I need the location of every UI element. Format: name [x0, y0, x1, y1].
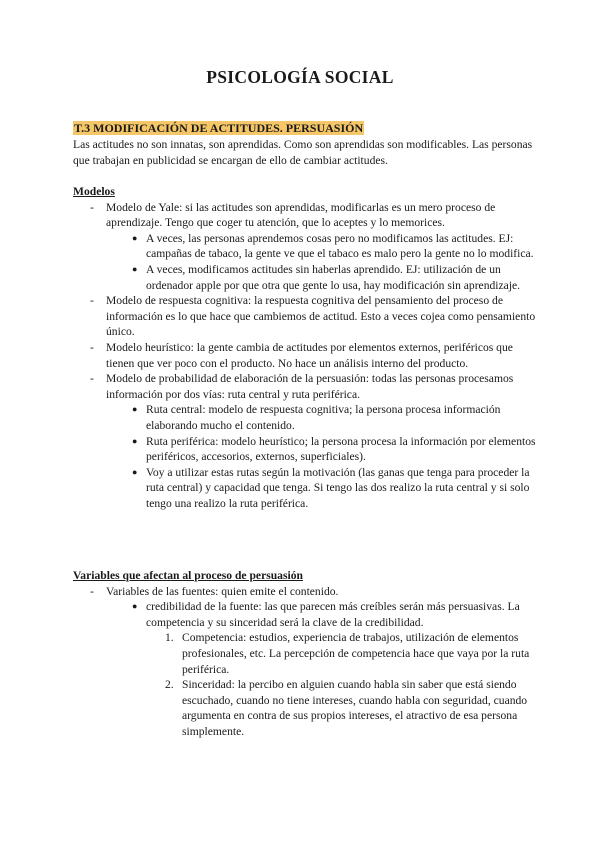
list-item: [73, 584, 536, 600]
list-item: [73, 402, 536, 433]
page-title: PSICOLOGÍA SOCIAL: [206, 67, 394, 87]
list-item: [73, 465, 536, 512]
section-heading-highlight: T.3 MODIFICACIÓN DE ACTITUDES. PERSUASIÓN: [74, 121, 364, 135]
list-item: [73, 677, 536, 739]
bullet-icon: ●: [132, 601, 138, 612]
elaboration-model-text: Modelo de probabilidad de elaboración de la persuasión: todas las personas procesamos información por dos vías: ruta central y ruta periférica.: [106, 372, 514, 401]
list-item: [73, 371, 536, 402]
heuristic-model-text: Modelo heurístico: la gente cambia de actitudes por elementos externos, periféricos que tienen que ver poco con el producto. No hace un análisis interno del producto.: [106, 340, 513, 370]
competence-text: Competencia: estudios, experiencia de trabajos, utilización de elementos profesionales, etc. La percepción de competencia hace que vaya por la ruta periférica.: [182, 631, 530, 676]
list-item: [73, 262, 536, 293]
bullet-icon: ●: [132, 404, 138, 415]
list-item: [73, 200, 536, 231]
intro-paragraph: Las actitudes no son innatas, son aprendidas. Como son aprendidas son modificables. Las personas que trabajan en publicidad se encargan de ello de cambiar actitudes.: [73, 138, 533, 167]
list-item: [73, 434, 536, 465]
list-item: [73, 340, 536, 371]
route-bullet-text: Ruta central: modelo de respuesta cognitiva; la persona procesa información elaborando mucho el contenido.: [146, 403, 501, 432]
modelos-heading: Modelos: [73, 185, 115, 198]
list-item: [73, 293, 536, 340]
modelos-section: [73, 184, 536, 511]
sources-text: Variables de las fuentes: quien emite el contenido.: [106, 584, 339, 598]
yale-bullet-text: A veces, las personas aprendemos cosas pero no modificamos las actitudes. EJ: campañas de tabaco, la gente ve que el tabaco es malo pero la gente no lo modifica.: [146, 231, 534, 261]
route-bullet-text: Ruta periférica: modelo heurístico; la persona procesa la información por elementos periféricos, accesorios, externos, superficiales).: [146, 434, 536, 464]
yale-bullet-text: A veces, modificamos actitudes sin haberlas aprendido. EJ: utilización de un ordenador apple por que otra que gente lo usa, hay modificación sin aprendizaje.: [146, 262, 521, 292]
section-heading: [73, 121, 364, 137]
bullet-icon: ●: [132, 435, 138, 446]
bullet-icon: ●: [132, 232, 138, 243]
bullet-icon: ●: [132, 263, 138, 274]
route-bullet-text: Voy a utilizar estas rutas según la motivación (las ganas que tenga para proceder la ruta central) y capacidad que tenga. Si tengo las dos realizo la ruta central y si solo tengo una realizo la ruta periférica.: [146, 465, 530, 510]
dash-marker: -: [90, 200, 94, 214]
dash-marker: -: [90, 340, 94, 354]
cognitive-model-text: Modelo de respuesta cognitiva: la respuesta cognitiva del pensamiento del proceso de información es lo que hace que cambiemos de actitud. Esto a veces cojea como pensamiento único.: [106, 294, 536, 339]
bullet-icon: ●: [132, 466, 138, 477]
list-number: 1.: [165, 631, 174, 645]
list-item: [73, 599, 536, 630]
credibility-text: credibilidad de la fuente: las que parecen más creíbles serán más persuasivas. La competencia y su sinceridad será la clave de la credibilidad.: [146, 600, 520, 629]
dash-marker: -: [90, 294, 94, 308]
sincerity-text: Sinceridad: la percibo en alguien cuando habla sin saber que está siendo escuchado, cuando no tiene intereses, cuando habla con seguridad, cuando argumenta en contra de sus propios intereses, el atractivo de esa persona simplemente.: [182, 678, 528, 738]
dash-marker: -: [90, 372, 94, 386]
yale-model-text: Modelo de Yale: si las actitudes son aprendidas, modificarlas es un mero proceso de aprendizaje. Tengo que coger tu atención, que lo aceptes y lo memorices.: [106, 200, 496, 230]
dash-marker: -: [90, 584, 94, 598]
list-item: [73, 231, 536, 262]
list-item: [73, 630, 536, 677]
list-number: 2.: [165, 678, 174, 692]
variables-heading: Variables que afectan al proceso de persuasión: [73, 569, 303, 582]
variables-section: [73, 568, 536, 740]
